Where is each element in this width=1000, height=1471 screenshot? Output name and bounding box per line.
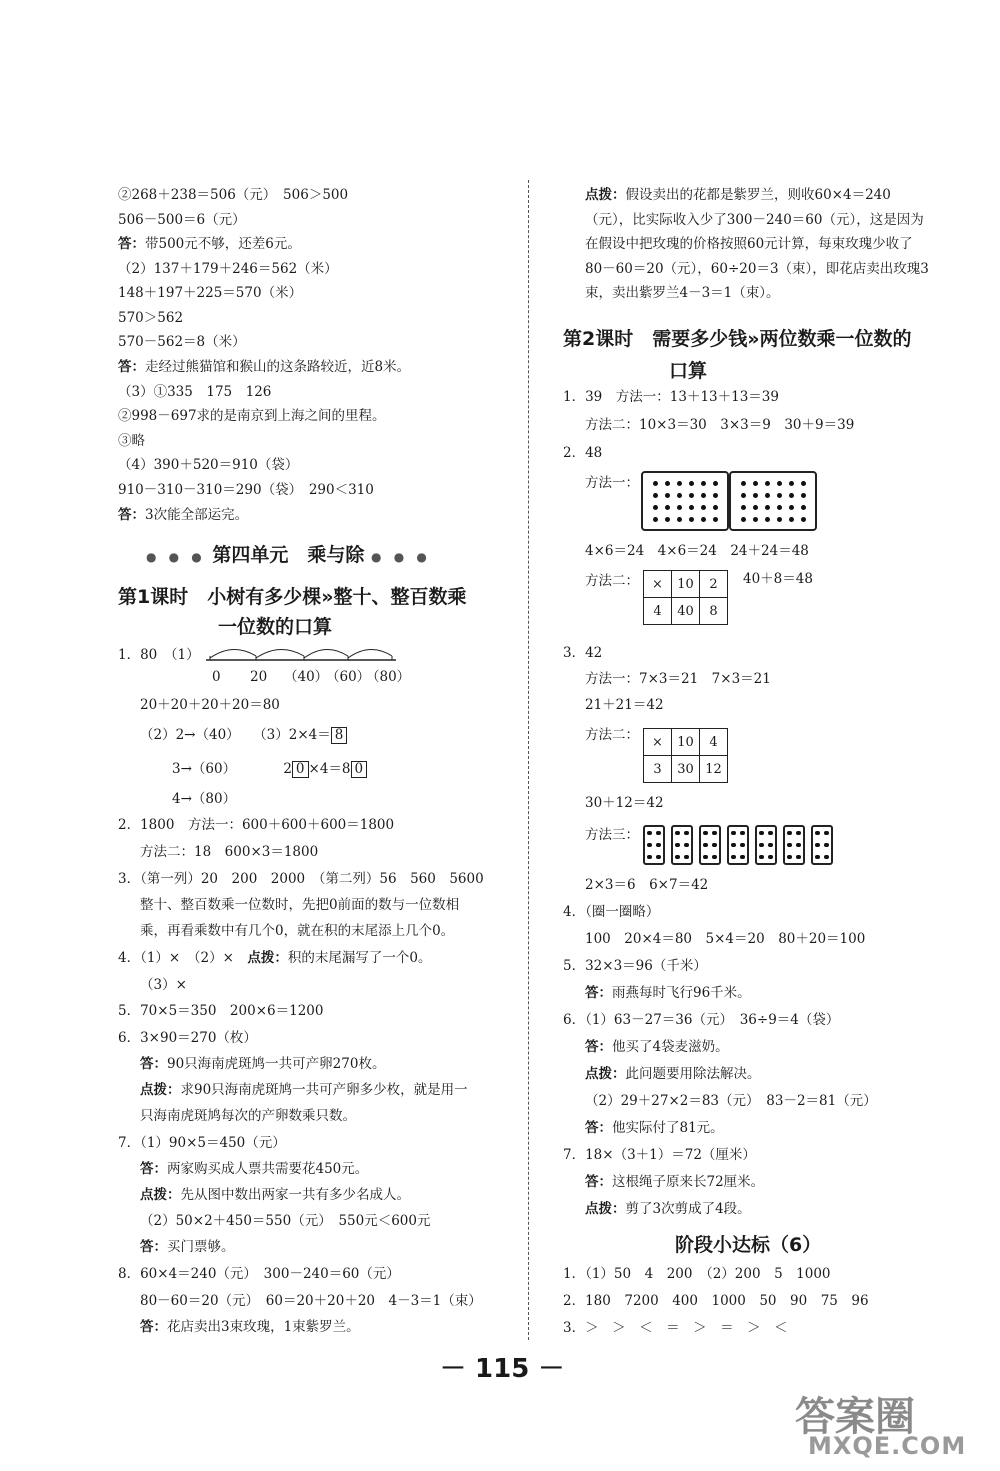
tick-label: （60） — [326, 669, 371, 685]
answer-line: 答：90只海南虎斑鸠一共可产卵270枚。 — [140, 1056, 386, 1072]
lesson-title: 第1课时 小树有多少棵»整十、整百数乘 — [118, 586, 467, 608]
dice-card — [755, 825, 777, 865]
method-label: 方法二： — [585, 727, 639, 743]
table-cell: 40 — [672, 598, 700, 625]
section-title: 阶段小达标（6） — [675, 1234, 822, 1256]
answer-line: 4→（80） — [172, 791, 237, 807]
multiplication-table — [643, 570, 728, 625]
answer-line: 3→（60） 2 0 ×4＝8 0 — [172, 760, 367, 778]
answer-line: 答：带500元不够，还差6元。 — [118, 236, 301, 252]
answer-line: 点拨：先从图中数出两家一共有多少名成人。 — [140, 1187, 410, 1203]
answer-line: 答：3次能全部运完。 — [118, 507, 249, 523]
method-label: 方法三： — [585, 827, 639, 843]
answer-line: 整十、整百数乘一位数时，先把0前面的数与一位数相 — [140, 897, 460, 913]
table-cell: 30 — [672, 756, 700, 783]
method-label: 方法一： — [585, 475, 639, 491]
answer-line: 40＋8＝48 — [743, 571, 813, 587]
answer-line: 20＋20＋20＋20＝80 — [140, 697, 280, 713]
lesson-title: 口算 — [669, 360, 708, 382]
answer-line: 点拨：此问题要用除法解决。 — [585, 1066, 761, 1082]
answer-line: 答：他实际付了81元。 — [585, 1120, 724, 1136]
answer-line: 答：两家购买成人票共需要花450元。 — [140, 1161, 369, 1177]
answer-line: （3）①335 175 126 — [118, 384, 272, 400]
answer-line: 1．80 （1） — [118, 647, 200, 663]
answer-line: 1．（1）50 4 200 （2）200 5 1000 — [563, 1266, 831, 1282]
answer-line: 6．（1）63－27＝36（元） 36÷9＝4（袋） — [563, 1012, 840, 1028]
answer-line: （元），比实际收入少了300－240＝60（元），这是因为 — [585, 212, 924, 228]
table-cell: 3 — [644, 756, 672, 783]
answer-box: 8 — [331, 727, 348, 744]
multiplication-table — [643, 728, 728, 783]
dot-array — [729, 471, 817, 531]
answer-line: ③略 — [118, 433, 145, 449]
answer-line: 4×6＝24 4×6＝24 24＋24＝48 — [585, 543, 809, 559]
answer-line: 4．（圈一圈略） — [563, 904, 660, 920]
answer-line: 束，卖出紫罗兰4－3＝1（束）。 — [585, 285, 780, 301]
answer-line: 方法一：7×3＝21 7×3＝21 — [585, 671, 771, 687]
answer-box: 0 — [351, 761, 368, 778]
tick-label: 0 — [212, 669, 221, 685]
jump-arc — [304, 649, 348, 658]
dice-card — [783, 825, 805, 865]
answer-line: 点拨：求90只海南虎斑鸠一共可产卵多少枚，就是用一 — [140, 1082, 468, 1098]
answer-line: 2．180 7200 400 1000 50 90 75 96 — [563, 1293, 869, 1309]
answer-line: 答：买门票够。 — [140, 1239, 235, 1255]
table-cell: 10 — [672, 571, 700, 598]
answer-line: 答：走经过熊猫馆和猴山的这条路较近，近8米。 — [118, 359, 411, 375]
answer-line: 5．32×3＝96（千米） — [563, 958, 707, 974]
answer-line: 方法二：18 600×3＝1800 — [140, 844, 319, 860]
table-cell: × — [644, 729, 672, 756]
answer-line: 506－500＝6（元） — [118, 212, 246, 228]
table-cell: 4 — [700, 729, 728, 756]
dice-card — [643, 825, 665, 865]
answer-line: （4）390＋520＝910（袋） — [118, 457, 299, 473]
number-line — [206, 642, 406, 666]
dice-card — [699, 825, 721, 865]
jump-arc — [348, 649, 392, 658]
decoration-dots: ● ● ● — [146, 550, 206, 564]
decoration-dots: ● ● ● — [371, 550, 431, 564]
answer-line: 2×3＝6 6×7＝42 — [585, 877, 709, 893]
column-divider — [528, 180, 529, 1340]
answer-line: 乘，再看乘数中有几个0，就在积的末尾添上几个0。 — [140, 923, 455, 939]
lesson-title: 第2课时 需要多少钱»两位数乘一位数的 — [563, 328, 912, 350]
answer-box: 0 — [292, 761, 309, 778]
dice-card — [671, 825, 693, 865]
answer-line: 5．70×5＝350 200×6＝1200 — [118, 1003, 324, 1019]
answer-line: 1．39 方法一：13＋13＋13＝39 — [563, 389, 779, 405]
answer-line: 答：雨燕每时飞行96千米。 — [585, 985, 751, 1001]
answer-line: 2．48 — [563, 445, 603, 461]
answer-line: 80－60＝20（元），60÷20＝3（束），即花店卖出玫瑰3 — [585, 261, 929, 277]
answer-line: （2）137＋179＋246＝562（米） — [118, 261, 338, 277]
jump-arc — [210, 649, 256, 658]
answer-line: 6．3×90＝270（枚） — [118, 1030, 257, 1046]
tick-label: （80） — [366, 669, 411, 685]
dot-array — [641, 471, 729, 531]
answer-line: 148＋197＋225＝570（米） — [118, 285, 303, 301]
answer-line: ②268＋238＝506（元） 506＞500 — [118, 187, 349, 203]
watermark-logo: 答案圈 — [795, 1394, 915, 1440]
dice-card — [811, 825, 833, 865]
answer-line: ②998－697求的是南京到上海之间的里程。 — [118, 408, 386, 424]
answer-line: 910－310－310＝290（袋） 290＜310 — [118, 482, 374, 498]
answer-line: 方法二：10×3＝30 3×3＝9 30＋9＝39 — [585, 417, 855, 433]
answer-line: 7．18×（3＋1）＝72（厘米） — [563, 1147, 756, 1163]
answer-line: （2）50×2＋450＝550（元） 550元＜600元 — [140, 1213, 431, 1229]
table-cell: 10 — [672, 729, 700, 756]
tick-label: （40） — [284, 669, 329, 685]
table-cell: 8 — [700, 598, 728, 625]
answer-line: 3．（第一列）20 200 2000 （第二列）56 560 5600 — [118, 871, 484, 887]
table-cell: 4 — [644, 598, 672, 625]
answer-line: 答：他买了4袋麦滋奶。 — [585, 1039, 729, 1055]
tick-label: 20 — [250, 669, 268, 685]
answer-line: 8．60×4＝240（元） 300－240＝60（元） — [118, 1266, 400, 1282]
answer-line: （3）× — [140, 977, 187, 993]
unit-title: ● ● ● 第四单元 乘与除 ● ● ● — [146, 544, 431, 566]
answer-line: 21＋21＝42 — [585, 697, 664, 713]
answer-line: 80－60＝20（元） 60＝20＋20＋20 4－3＝1（束） — [140, 1293, 482, 1309]
answer-line: 3．42 — [563, 645, 603, 661]
answer-line: 2．1800 方法一：600＋600＋600＝1800 — [118, 817, 395, 833]
answer-line: （2）29＋27×2＝83（元） 83－2＝81（元） — [585, 1093, 877, 1109]
watermark-url: MXQE.COM — [808, 1432, 967, 1460]
page-number: － 115 － — [440, 1354, 565, 1384]
answer-line: 7．（1）90×5＝450（元） — [118, 1135, 286, 1151]
answer-line: 100 20×4＝80 5×4＝20 80＋20＝100 — [585, 931, 866, 947]
answer-line: 570－562＝8（米） — [118, 334, 246, 350]
answer-line: 30＋12＝42 — [585, 795, 664, 811]
answer-line: 点拨：剪了3次剪成了4段。 — [585, 1201, 751, 1217]
answer-line: 4．（1）× （2）× 点拨：积的末尾漏写了一个0。 — [118, 950, 432, 966]
table-cell: 12 — [700, 756, 728, 783]
answer-line: 点拨：假设卖出的花都是紫罗兰，则收60×4＝240 — [585, 187, 891, 203]
answer-line: （2）2→（40） （3）2×4＝ 8 — [140, 726, 347, 744]
jump-arc — [256, 649, 304, 658]
answer-line: 3．＞ ＞ ＜ ＝ ＞ ＝ ＞ ＜ — [563, 1320, 788, 1336]
table-cell: 2 — [700, 571, 728, 598]
dice-card — [727, 825, 749, 865]
answer-line: 答：这根绳子原来长72厘米。 — [585, 1174, 765, 1190]
lesson-title: 一位数的口算 — [218, 616, 333, 638]
method-label: 方法二： — [585, 573, 639, 589]
answer-line: 570＞562 — [118, 310, 184, 326]
answer-line: 在假设中把玫瑰的价格按照60元计算，每束玫瑰少收了 — [585, 236, 913, 252]
table-cell: × — [644, 571, 672, 598]
answer-line: 答：花店卖出3束玫瑰，1束紫罗兰。 — [140, 1319, 360, 1335]
answer-line: 只海南虎斑鸠每次的产卵数乘只数。 — [140, 1108, 356, 1124]
